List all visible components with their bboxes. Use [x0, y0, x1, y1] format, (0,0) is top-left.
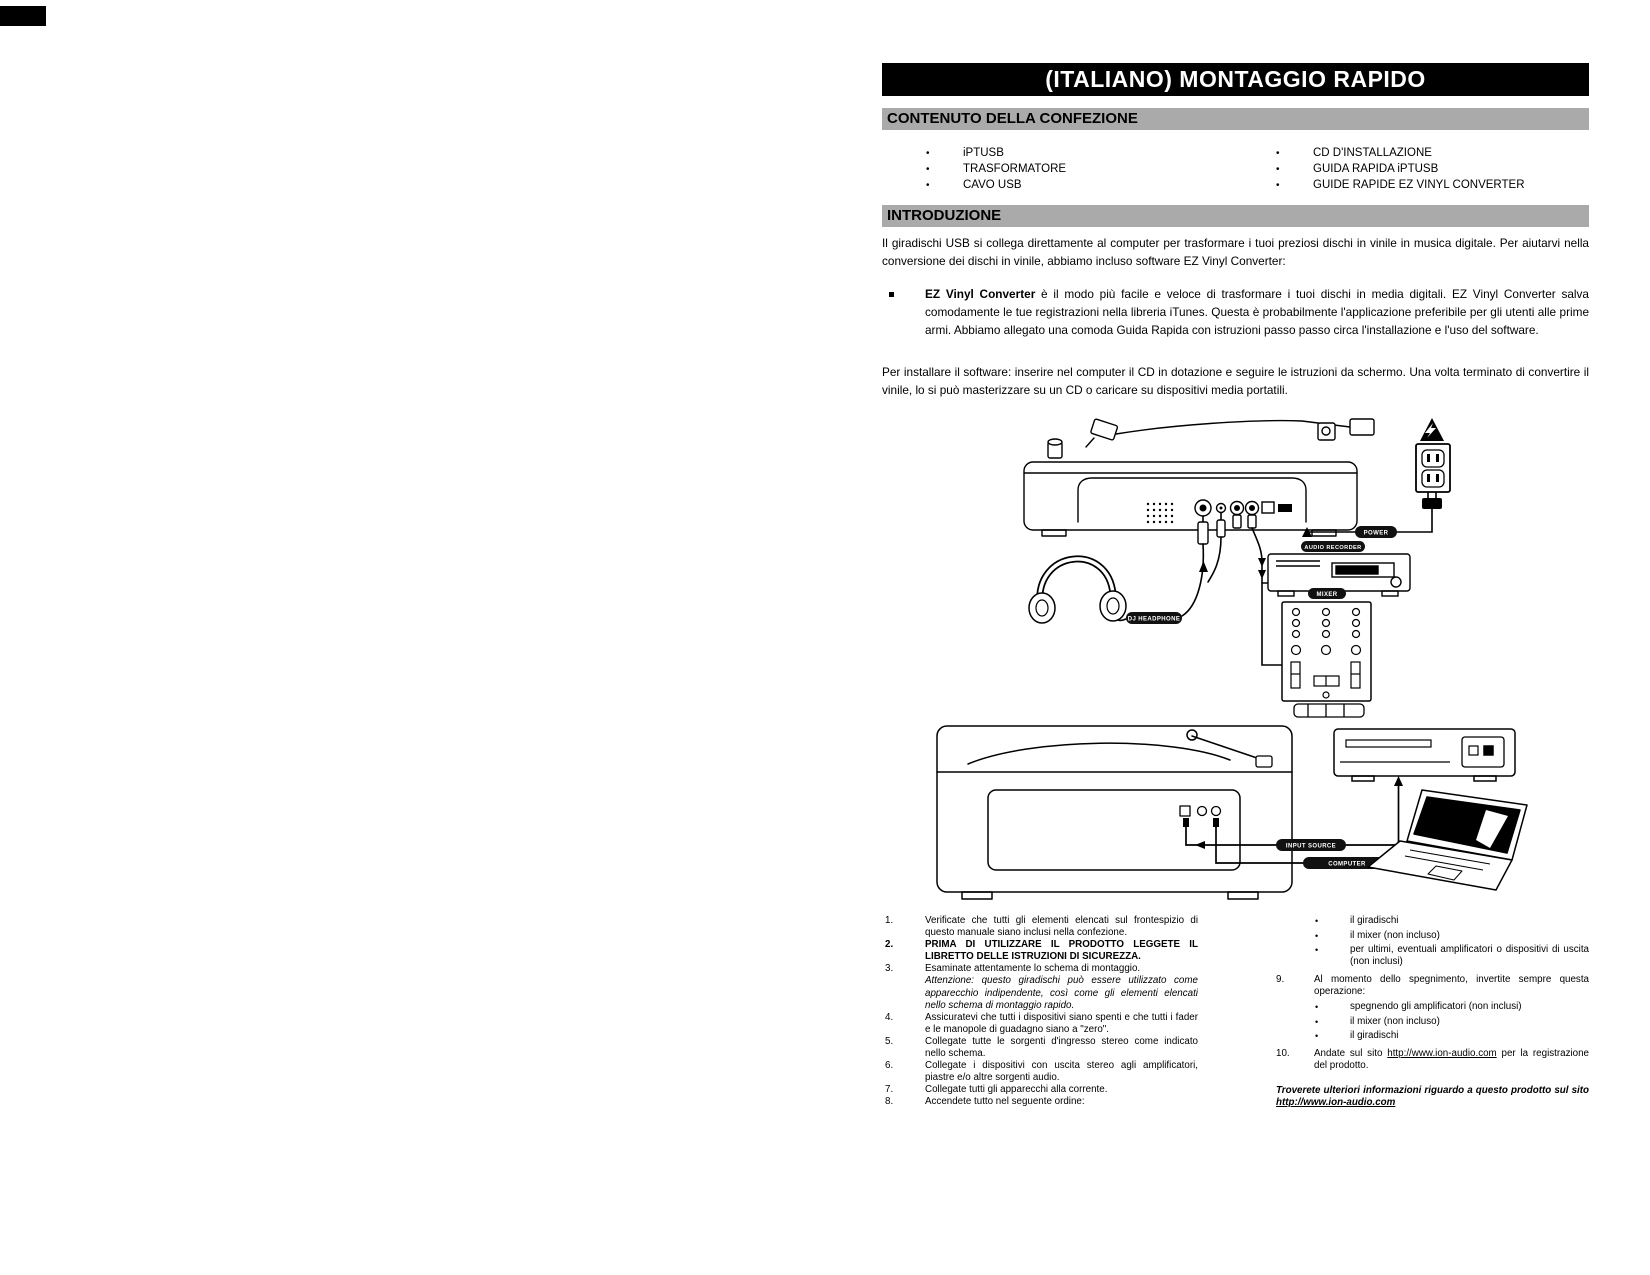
- note-text: Troverete ulteriori informazioni riguardo a questo prodotto sul sito: [1276, 1085, 1589, 1097]
- package-item-label: GUIDE RAPIDE EZ VINYL CONVERTER: [1313, 178, 1525, 191]
- step-item-10: [1276, 1048, 1589, 1072]
- receiver-illustration: [1334, 729, 1515, 781]
- sub-bullet-item: [1276, 915, 1589, 927]
- turntable-front-illustration: [937, 726, 1292, 899]
- arrow-up-icon: [1199, 561, 1208, 572]
- bullet-icon: •: [1276, 179, 1280, 191]
- step-text: Al momento dello spegnimento, invertite sempre questa operazione:: [1314, 973, 1589, 997]
- bullet-icon: •: [926, 163, 930, 175]
- step-number: 2.: [885, 939, 894, 951]
- audio-recorder-label: AUDIO RECORDER: [1304, 545, 1362, 551]
- step-item: [885, 915, 1198, 939]
- sub-bullet-item: [1276, 1030, 1589, 1042]
- mixer-badge: [1308, 588, 1346, 599]
- step-item: [885, 1060, 1198, 1084]
- step-text-pre: Andate sul sito: [1314, 1047, 1388, 1059]
- ez-vinyl-converter-bullet: [889, 286, 1589, 339]
- ez-rest-text: è il modo più facile e veloce di trasformare i tuoi dischi in media digitali. EZ Vinyl Converter salva comodamente le tue registrazioni nella libreria iTunes. Questa è probabilmente l'applicazione preferibile per gli utenti alle prime armi. Abbiamo allegato una comoda Guida Rapida con istruzioni passo passo circa l'installazione e l'uso del software.: [925, 287, 1589, 337]
- step-number: 4.: [885, 1011, 894, 1023]
- turntable-rear-illustration: [1024, 419, 1374, 536]
- step-text-normal: Esaminate attentamente lo schema di montaggio.: [925, 963, 1141, 975]
- dj-headphone-label: DJ HEADPHONE: [1127, 616, 1181, 623]
- sub-bullet-text: per ultimi, eventuali amplificatori o dispositivi di uscita (non inclusi): [1350, 944, 1589, 968]
- sub-bullet-text: il giradischi: [1350, 915, 1399, 926]
- step-number: 1.: [885, 915, 894, 926]
- more-info-note: [1276, 1085, 1589, 1109]
- laptop-icon: [1368, 790, 1527, 890]
- power-label: POWER: [1363, 530, 1389, 537]
- package-item: [926, 146, 1256, 162]
- bullet-icon: •: [1315, 1002, 1319, 1013]
- step-item: [885, 963, 1198, 1011]
- step-item: [885, 1012, 1198, 1036]
- power-on-order-column: [1276, 915, 1589, 1109]
- mixer-stand: [1294, 704, 1364, 717]
- package-item-label: CAVO USB: [963, 178, 1022, 191]
- bullet-icon: •: [1276, 163, 1280, 175]
- arrow-down-icon: [1258, 570, 1266, 579]
- ez-vinyl-converter-text: [925, 286, 1589, 339]
- package-item: [1276, 146, 1606, 162]
- diagram-rear-connections: [1020, 410, 1460, 720]
- step-item: [885, 1036, 1198, 1060]
- package-item-label: iPTUSB: [963, 147, 1004, 159]
- step-text: Collegate tutti gli apparecchi alla corrente.: [925, 1084, 1108, 1096]
- step-number: 8.: [885, 1096, 894, 1108]
- section-heading-introduction: INTRODUZIONE: [882, 205, 1589, 227]
- section-heading-contents: CONTENUTO DELLA CONFEZIONE: [882, 108, 1589, 130]
- bullet-icon: •: [926, 179, 930, 191]
- step-text: Accendete tutto nel seguente ordine:: [925, 1096, 1085, 1108]
- bullet-icon: •: [1315, 1031, 1319, 1042]
- input-source-label: INPUT SOURCE: [1285, 843, 1337, 850]
- sub-bullet-text: il mixer (non incluso): [1350, 1015, 1440, 1027]
- step-item: [885, 939, 1198, 963]
- headphones-icon: [1029, 559, 1126, 623]
- step-text: [925, 963, 1198, 1011]
- ion-audio-link[interactable]: http://www.ion-audio.com: [1276, 1097, 1396, 1109]
- ion-audio-link[interactable]: http://www.ion-audio.com: [1387, 1047, 1497, 1059]
- step-number: 6.: [885, 1060, 894, 1072]
- assembly-steps-list: [885, 915, 1198, 1109]
- bullet-icon: •: [1315, 1016, 1319, 1027]
- sub-bullet-item: [1276, 1016, 1589, 1028]
- step-number: 5.: [885, 1035, 894, 1047]
- package-item-label: CD D'INSTALLAZIONE: [1313, 147, 1432, 159]
- package-item: [926, 178, 1256, 194]
- power-outlet-icon: [1416, 444, 1450, 492]
- power-plug-icon: [1422, 492, 1442, 509]
- warning-icon: [1420, 418, 1444, 441]
- sub-bullet-text: il mixer (non incluso): [1350, 929, 1440, 941]
- bullet-icon: •: [1315, 930, 1319, 941]
- dj-headphone-badge: [1126, 612, 1182, 624]
- sub-bullet-item: [1276, 1001, 1589, 1013]
- sub-bullet-text: il giradischi: [1350, 1030, 1399, 1042]
- step-number: 10.: [1276, 1047, 1290, 1059]
- step-text: Assicuratevi che tutti i dispositivi siano spenti e che tutti i fader e le manopole di guadagno siano a "zero".: [925, 1011, 1198, 1035]
- power-badge: [1355, 526, 1397, 538]
- square-bullet-icon: [889, 286, 925, 339]
- package-item-label: GUIDA RAPIDA iPTUSB: [1313, 162, 1439, 175]
- ez-bold-label: EZ Vinyl Converter: [925, 287, 1036, 301]
- package-list-right: [1276, 146, 1606, 193]
- sub-bullet-text: spegnendo gli amplificatori (non inclusi): [1350, 1001, 1522, 1013]
- step-number: 7.: [885, 1084, 894, 1096]
- step-text: PRIMA DI UTILIZZARE IL PRODOTTO LEGGETE IL LIBRETTO DELLE ISTRUZIONI DI SICUREZZA.: [925, 939, 1198, 963]
- install-paragraph: Per installare il software: inserire nel computer il CD in dotazione e seguire le istruzioni da schermo. Una volta terminato di convertire il vinile, lo si può masterizzare su un CD o caricare su dispositivi media portatili.: [882, 365, 1589, 397]
- step-number: 9.: [1276, 973, 1285, 985]
- step-item-9: [1276, 974, 1589, 998]
- package-item: [1276, 178, 1606, 194]
- package-item: [1276, 162, 1606, 178]
- step-text-warning: Attenzione: questo giradischi può essere utilizzato come apparecchio indipendente, così come gli elementi elencati nello schema di montaggio rapido.: [925, 975, 1198, 1011]
- sub-bullet-item: [1276, 944, 1589, 968]
- step-item: [885, 1096, 1198, 1108]
- computer-label: COMPUTER: [1328, 861, 1366, 868]
- step-text: Collegate tutte le sorgenti d'ingresso stereo come indicato nello schema.: [925, 1035, 1198, 1060]
- intro-paragraph: Il giradischi USB si collega direttamente al computer per trasformare i tuoi preziosi dischi in vinile in musica digitale. Per aiutarvi nella conversione dei dischi in vinile, abbiamo incluso software EZ Vinyl Converter:: [882, 236, 1589, 268]
- bullet-icon: •: [1315, 945, 1319, 956]
- arrow-down-icon: [1258, 558, 1266, 567]
- package-item-label: TRASFORMATORE: [963, 162, 1067, 175]
- sub-bullet-item: [1276, 930, 1589, 942]
- page-title: (ITALIANO) MONTAGGIO RAPIDO: [882, 63, 1589, 96]
- step-text-post: per la registrazione del prodotto.: [1314, 1047, 1589, 1071]
- step-text: [1314, 1048, 1589, 1072]
- mixer-label: MIXER: [1316, 592, 1338, 598]
- bullet-icon: •: [1276, 148, 1280, 159]
- input-source-badge: [1276, 839, 1346, 851]
- arrow-up-icon: [1394, 776, 1403, 786]
- bullet-icon: •: [926, 148, 930, 159]
- diagram-front-connections: [930, 720, 1550, 900]
- step-text: Collegate i dispositivi con uscita stereo agli amplificatori, piastre e/o altre sorgenti audio.: [925, 1060, 1198, 1084]
- package-list-left: [926, 146, 1256, 193]
- mixer-illustration: [1282, 602, 1371, 701]
- package-item: [926, 162, 1256, 178]
- step-item: [885, 1084, 1198, 1096]
- bullet-icon: •: [1315, 916, 1319, 926]
- step-number: 3.: [885, 963, 894, 975]
- page-corner-mark: [0, 6, 46, 26]
- audio-recorder-badge: [1301, 541, 1365, 552]
- step-text: Verificate che tutti gli elementi elencati sul frontespizio di questo manuale siano inclusi nella confezione.: [925, 915, 1198, 939]
